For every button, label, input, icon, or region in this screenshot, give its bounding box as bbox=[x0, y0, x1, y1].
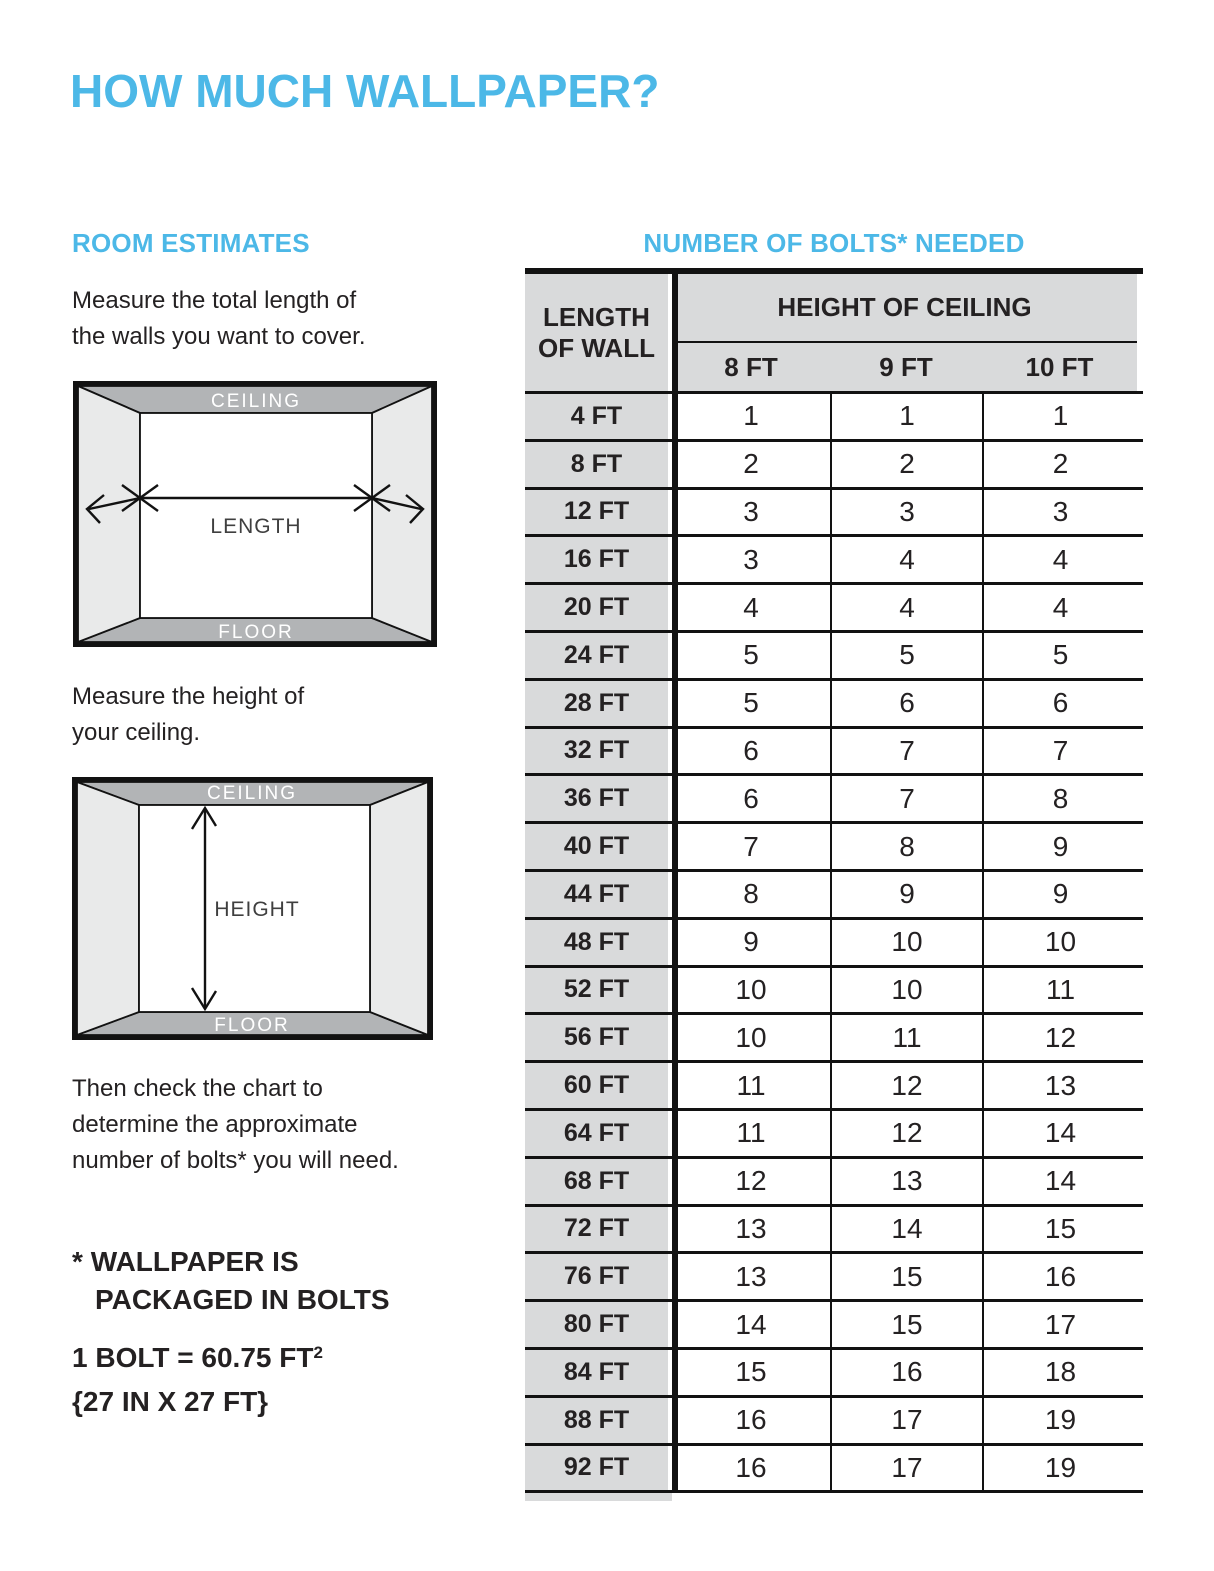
wall-length-cell: 76 FT bbox=[525, 1254, 668, 1299]
bolt-count-cell: 6 bbox=[982, 681, 1137, 726]
bolt-count-cell: 7 bbox=[830, 776, 982, 821]
right-wall-surface bbox=[372, 386, 432, 642]
bolt-count-cell: 17 bbox=[830, 1398, 982, 1443]
wall-length-cell: 68 FT bbox=[525, 1159, 668, 1204]
table-row bbox=[525, 1302, 1143, 1350]
room-estimates-heading: ROOM ESTIMATES bbox=[72, 228, 310, 258]
bolt-count-cell: 1 bbox=[830, 394, 982, 439]
room-height-diagram bbox=[72, 777, 433, 1040]
bolt-count-cell: 16 bbox=[982, 1254, 1137, 1299]
bolt-count-cell: 13 bbox=[672, 1254, 830, 1299]
bolt-count-cell: 5 bbox=[830, 633, 982, 678]
bolt-count-cell: 10 bbox=[830, 968, 982, 1013]
length-label: LENGTH bbox=[210, 515, 302, 538]
step1-text bbox=[72, 283, 365, 355]
bolt-count-cell: 1 bbox=[982, 394, 1137, 439]
wall-length-cell: 92 FT bbox=[525, 1446, 668, 1491]
table-row bbox=[525, 1159, 1143, 1207]
col-header-8ft: 8 FT bbox=[724, 351, 778, 382]
table-row bbox=[525, 1111, 1143, 1159]
bolt-count-cell: 7 bbox=[672, 824, 830, 869]
bolt-count-cell: 3 bbox=[982, 490, 1137, 535]
wall-length-cell: 48 FT bbox=[525, 920, 668, 965]
bolt-count-cell: 4 bbox=[830, 537, 982, 582]
table-row bbox=[525, 585, 1143, 633]
bolts-needed-heading: NUMBER OF BOLTS* NEEDED bbox=[643, 228, 1025, 258]
bolt-count-cell: 15 bbox=[982, 1207, 1137, 1252]
floor-label: FLOOR bbox=[218, 622, 294, 643]
col-header-10ft: 10 FT bbox=[1025, 351, 1094, 382]
bolt-count-cell: 11 bbox=[830, 1015, 982, 1060]
bolt-count-cell: 1 bbox=[672, 394, 830, 439]
wall-length-cell: 80 FT bbox=[525, 1302, 668, 1347]
table-row bbox=[525, 537, 1143, 585]
bolt-count-cell: 16 bbox=[672, 1398, 830, 1443]
bolt-count-cell: 2 bbox=[672, 442, 830, 487]
bolt-count-cell: 5 bbox=[672, 681, 830, 726]
bolt-count-cell: 14 bbox=[672, 1302, 830, 1347]
table-body bbox=[525, 394, 1143, 1493]
bolt-count-cell: 13 bbox=[982, 1063, 1137, 1108]
step3-text bbox=[72, 1071, 399, 1179]
bolt-count-cell: 12 bbox=[982, 1015, 1137, 1060]
wall-length-cell: 36 FT bbox=[525, 776, 668, 821]
exponent: 2 bbox=[313, 1343, 323, 1362]
bolt-count-cell: 13 bbox=[672, 1207, 830, 1252]
bolt-count-cell: 16 bbox=[672, 1446, 830, 1491]
step3-line2: determine the approximate bbox=[72, 1111, 358, 1138]
wall-length-cell: 20 FT bbox=[525, 585, 668, 630]
bolts-table bbox=[525, 268, 1143, 1501]
step2-text bbox=[72, 679, 304, 751]
bolt-count-cell: 11 bbox=[672, 1063, 830, 1108]
wall-length-cell: 88 FT bbox=[525, 1398, 668, 1443]
table-row bbox=[525, 729, 1143, 777]
bolt-count-cell: 14 bbox=[982, 1111, 1137, 1156]
wall-length-cell: 40 FT bbox=[525, 824, 668, 869]
bolt-count-cell: 3 bbox=[830, 490, 982, 535]
bolt-count-cell: 9 bbox=[672, 920, 830, 965]
page-title: HOW MUCH WALLPAPER? bbox=[70, 65, 660, 117]
wall-length-cell: 72 FT bbox=[525, 1207, 668, 1252]
header-column-divider bbox=[672, 268, 678, 1493]
wall-length-cell: 84 FT bbox=[525, 1350, 668, 1395]
bolt-count-cell: 3 bbox=[672, 537, 830, 582]
bolt-equation bbox=[72, 1331, 323, 1424]
table-row bbox=[525, 490, 1143, 538]
bolt-count-cell: 15 bbox=[830, 1302, 982, 1347]
table-header bbox=[525, 274, 1143, 394]
bolt-count-cell: 15 bbox=[830, 1254, 982, 1299]
bolt-count-cell: 5 bbox=[672, 633, 830, 678]
bolt-count-cell: 7 bbox=[982, 729, 1137, 774]
height-label: HEIGHT bbox=[214, 898, 300, 921]
bolt-count-cell: 19 bbox=[982, 1446, 1137, 1491]
footnote-line1: * WALLPAPER IS bbox=[72, 1246, 299, 1277]
ceiling-header-group bbox=[672, 274, 1137, 391]
table-row bbox=[525, 824, 1143, 872]
bolt-count-cell: 4 bbox=[982, 537, 1137, 582]
table-row bbox=[525, 776, 1143, 824]
floor-label: FLOOR bbox=[214, 1015, 290, 1036]
table-row bbox=[525, 1207, 1143, 1255]
bolt-dimensions-line: {27 IN X 27 FT} bbox=[72, 1386, 269, 1417]
bolt-count-cell: 17 bbox=[982, 1302, 1137, 1347]
step3-line3: number of bolts* you will need. bbox=[72, 1147, 399, 1174]
bolt-count-cell: 3 bbox=[672, 490, 830, 535]
bolt-count-cell: 14 bbox=[830, 1207, 982, 1252]
left-wall-surface bbox=[77, 782, 139, 1035]
bolt-count-cell: 12 bbox=[830, 1063, 982, 1108]
bolt-count-cell: 5 bbox=[982, 633, 1137, 678]
bolt-count-cell: 4 bbox=[672, 585, 830, 630]
ceiling-height-columns bbox=[672, 343, 1137, 391]
wall-length-cell: 52 FT bbox=[525, 968, 668, 1013]
bolt-count-cell: 17 bbox=[830, 1446, 982, 1491]
bolt-count-cell: 9 bbox=[982, 824, 1137, 869]
bolt-count-cell: 18 bbox=[982, 1350, 1137, 1395]
table-row bbox=[525, 633, 1143, 681]
bolt-count-cell: 15 bbox=[672, 1350, 830, 1395]
bolt-count-cell: 11 bbox=[982, 968, 1137, 1013]
left-wall-surface bbox=[78, 386, 140, 642]
bolt-count-cell: 10 bbox=[672, 968, 830, 1013]
bolt-count-cell: 6 bbox=[830, 681, 982, 726]
step1-line1: Measure the total length of bbox=[72, 287, 357, 314]
bolt-count-cell: 6 bbox=[672, 729, 830, 774]
wall-length-cell: 60 FT bbox=[525, 1063, 668, 1108]
table-row bbox=[525, 1398, 1143, 1446]
step2-line2: your ceiling. bbox=[72, 719, 201, 746]
wall-length-cell: 16 FT bbox=[525, 537, 668, 582]
right-wall-surface bbox=[370, 782, 428, 1035]
wall-length-cell: 8 FT bbox=[525, 442, 668, 487]
step1-line2: the walls you want to cover. bbox=[72, 323, 366, 350]
bolt-count-cell: 6 bbox=[672, 776, 830, 821]
step2-line1: Measure the height of bbox=[72, 683, 305, 710]
bolt-count-cell: 13 bbox=[830, 1159, 982, 1204]
bolt-count-cell: 12 bbox=[830, 1111, 982, 1156]
wall-length-cell: 12 FT bbox=[525, 490, 668, 535]
wall-length-cell: 24 FT bbox=[525, 633, 668, 678]
table-row bbox=[525, 920, 1143, 968]
bolt-count-cell: 4 bbox=[830, 585, 982, 630]
wall-length-cell: 64 FT bbox=[525, 1111, 668, 1156]
table-row bbox=[525, 394, 1143, 442]
table-row bbox=[525, 1446, 1143, 1494]
wall-length-cell: 28 FT bbox=[525, 681, 668, 726]
length-of-wall-header: LENGTH OF WALL bbox=[525, 274, 668, 391]
bolt-count-cell: 8 bbox=[672, 872, 830, 917]
wall-length-cell: 56 FT bbox=[525, 1015, 668, 1060]
asterisk: * bbox=[72, 1246, 83, 1277]
table-row bbox=[525, 1254, 1143, 1302]
bolt-count-cell: 11 bbox=[672, 1111, 830, 1156]
room-length-diagram bbox=[73, 381, 437, 647]
bolt-count-cell: 8 bbox=[982, 776, 1137, 821]
height-of-ceiling-header: HEIGHT OF CEILING bbox=[672, 274, 1137, 343]
table-row bbox=[525, 1350, 1143, 1398]
bolt-count-cell: 10 bbox=[982, 920, 1137, 965]
ceiling-label: CEILING bbox=[210, 391, 302, 412]
bolt-count-cell: 9 bbox=[982, 872, 1137, 917]
bolt-count-cell: 10 bbox=[672, 1015, 830, 1060]
table-row bbox=[525, 681, 1143, 729]
bolt-count-cell: 8 bbox=[830, 824, 982, 869]
bolt-count-cell: 12 bbox=[672, 1159, 830, 1204]
table-row bbox=[525, 1015, 1143, 1063]
bolt-count-cell: 14 bbox=[982, 1159, 1137, 1204]
table-row bbox=[525, 442, 1143, 490]
bolt-count-cell: 7 bbox=[830, 729, 982, 774]
bolt-count-cell: 10 bbox=[830, 920, 982, 965]
wall-length-cell: 4 FT bbox=[525, 394, 668, 439]
footnote-line2: PACKAGED IN BOLTS bbox=[95, 1284, 390, 1315]
table-row bbox=[525, 872, 1143, 920]
bolt-count-cell: 19 bbox=[982, 1398, 1137, 1443]
bolt-count-cell: 2 bbox=[830, 442, 982, 487]
wall-length-cell: 44 FT bbox=[525, 872, 668, 917]
bolt-count-cell: 16 bbox=[830, 1350, 982, 1395]
bolt-count-cell: 4 bbox=[982, 585, 1137, 630]
bolt-count-cell: 9 bbox=[830, 872, 982, 917]
step3-line1: Then check the chart to bbox=[72, 1075, 323, 1102]
col-header-9ft: 9 FT bbox=[879, 351, 933, 382]
wall-length-cell: 32 FT bbox=[525, 729, 668, 774]
ceiling-label: CEILING bbox=[206, 783, 298, 804]
gray-column-stub bbox=[525, 1493, 672, 1501]
wallpaper-footnote bbox=[72, 1243, 390, 1319]
bolt-count-cell: 2 bbox=[982, 442, 1137, 487]
table-row bbox=[525, 1063, 1143, 1111]
table-row bbox=[525, 968, 1143, 1016]
bolt-equation-line: 1 BOLT = 60.75 $FT^2$ bbox=[72, 1342, 323, 1373]
